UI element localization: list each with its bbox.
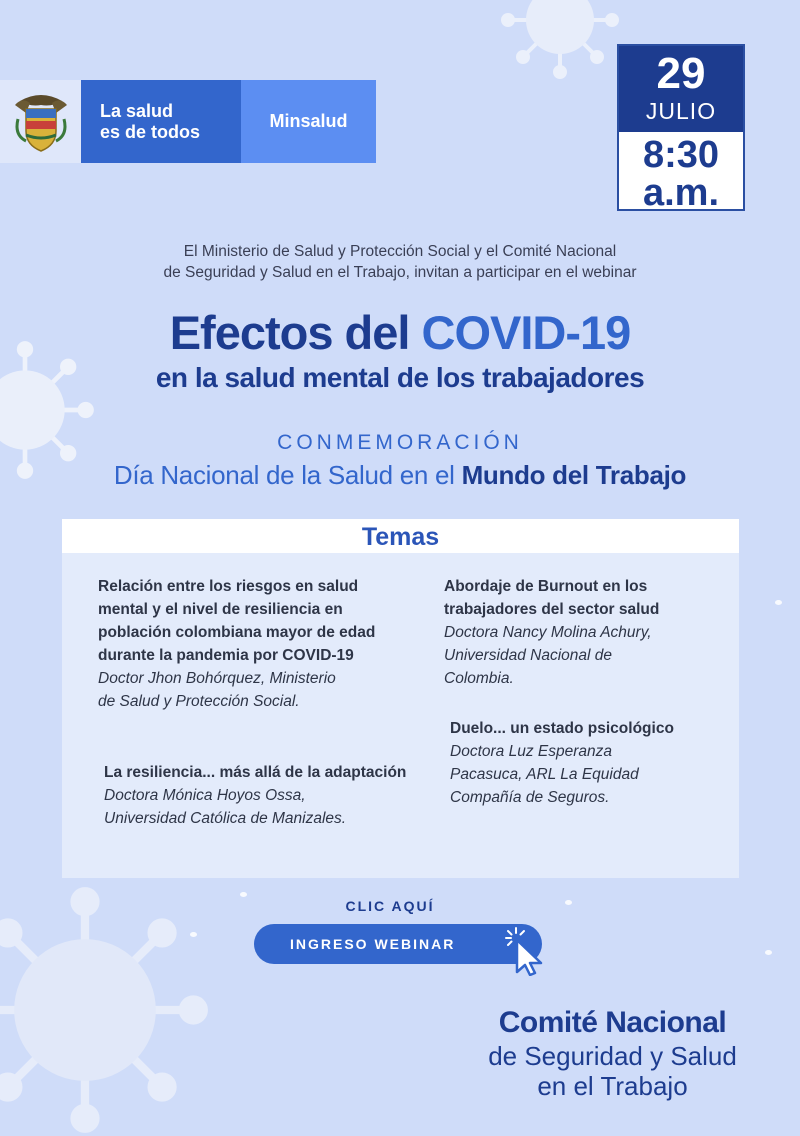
topic-speaker: Compañía de Seguros.: [450, 789, 610, 806]
event-day: 29: [656, 49, 706, 98]
webinar-title: [40, 305, 760, 360]
topic-item: [98, 575, 428, 713]
colombia-coat-of-arms-icon: [12, 91, 70, 153]
slogan-line: La salud: [100, 101, 174, 121]
topic-speaker: Doctora Mónica Hoyos Ossa,: [104, 787, 306, 804]
temas-panel: [62, 553, 739, 878]
topic-speaker: Pacasuca, ARL La Equidad: [450, 766, 639, 783]
speck: [775, 600, 782, 605]
event-date-box: [617, 44, 745, 214]
committee-signature: [440, 1005, 785, 1101]
title-accent: COVID-19: [421, 306, 631, 359]
title-part: Efectos del: [169, 306, 422, 359]
click-here-label: CLIC AQUÍ: [345, 898, 435, 914]
event-time-line: 8:30: [642, 134, 720, 176]
topic-item: [104, 761, 444, 830]
topic-title: Relación entre los riesgos en salud: [98, 578, 359, 595]
date-top: [619, 46, 743, 132]
speck: [240, 892, 247, 897]
topic-speaker: de Salud y Protección Social.: [98, 693, 300, 710]
topic-title: Abordaje de Burnout en los: [444, 578, 648, 595]
temas-heading: Temas: [62, 519, 739, 553]
slogan: [81, 80, 241, 163]
event-month: JULIO: [645, 98, 717, 124]
event-time-line: a.m.: [642, 172, 720, 214]
topic-item: [450, 717, 735, 809]
intro-line: El Ministerio de Salud y Protección Social y el Comité Nacional: [183, 243, 617, 260]
webinar-subtitle: en la salud mental de los trabajadores: [155, 362, 645, 393]
commemoration-label: CONMEMORACIÓN: [277, 431, 523, 454]
topic-title: población colombiana mayor de edad: [98, 624, 376, 641]
topic-speaker: Universidad Católica de Manizales.: [104, 810, 347, 827]
click-cursor-icon: [502, 926, 548, 976]
topic-speaker: Colombia.: [444, 670, 514, 687]
minsalud-label: Minsalud: [241, 80, 376, 163]
committee-line: en el Trabajo: [537, 1071, 688, 1101]
topic-title: mental y el nivel de resiliencia en: [98, 601, 343, 618]
event-time: [619, 132, 743, 212]
commemoration-bold: Mundo del Trabajo: [461, 460, 687, 490]
webinar-join-button[interactable]: INGRESO WEBINAR: [254, 924, 542, 964]
speck: [565, 900, 572, 905]
coat-of-arms: [0, 80, 81, 163]
commemoration-text: [30, 460, 770, 491]
virus-decoration-icon: [0, 885, 210, 1135]
speck: [765, 950, 772, 955]
topic-item: [444, 575, 734, 690]
topic-speaker: Universidad Nacional de: [444, 647, 613, 664]
slogan-line: es de todos: [100, 122, 201, 142]
speck: [190, 932, 197, 937]
intro-text: [80, 241, 720, 283]
commemoration-regular: Día Nacional de la Salud en el: [113, 460, 462, 490]
brand-header: [0, 80, 376, 163]
topic-title: durante la pandemia por COVID-19: [98, 647, 354, 664]
topic-title: trabajadores del sector salud: [444, 601, 660, 618]
topic-speaker: Doctor Jhon Bohórquez, Ministerio: [98, 670, 336, 687]
topic-title: La resiliencia... más allá de la adaptación: [104, 764, 407, 781]
topic-title: Duelo... un estado psicológico: [450, 720, 674, 737]
topic-speaker: Doctora Luz Esperanza: [450, 743, 612, 760]
intro-line: de Seguridad y Salud en el Trabajo, invitan a participar en el webinar: [163, 264, 637, 281]
topic-speaker: Doctora Nancy Molina Achury,: [444, 624, 652, 641]
virus-decoration-icon: [500, 0, 620, 80]
virus-decoration-icon: [0, 340, 95, 480]
committee-line: Comité Nacional: [498, 1006, 727, 1039]
committee-line: de Seguridad y Salud: [488, 1041, 737, 1071]
